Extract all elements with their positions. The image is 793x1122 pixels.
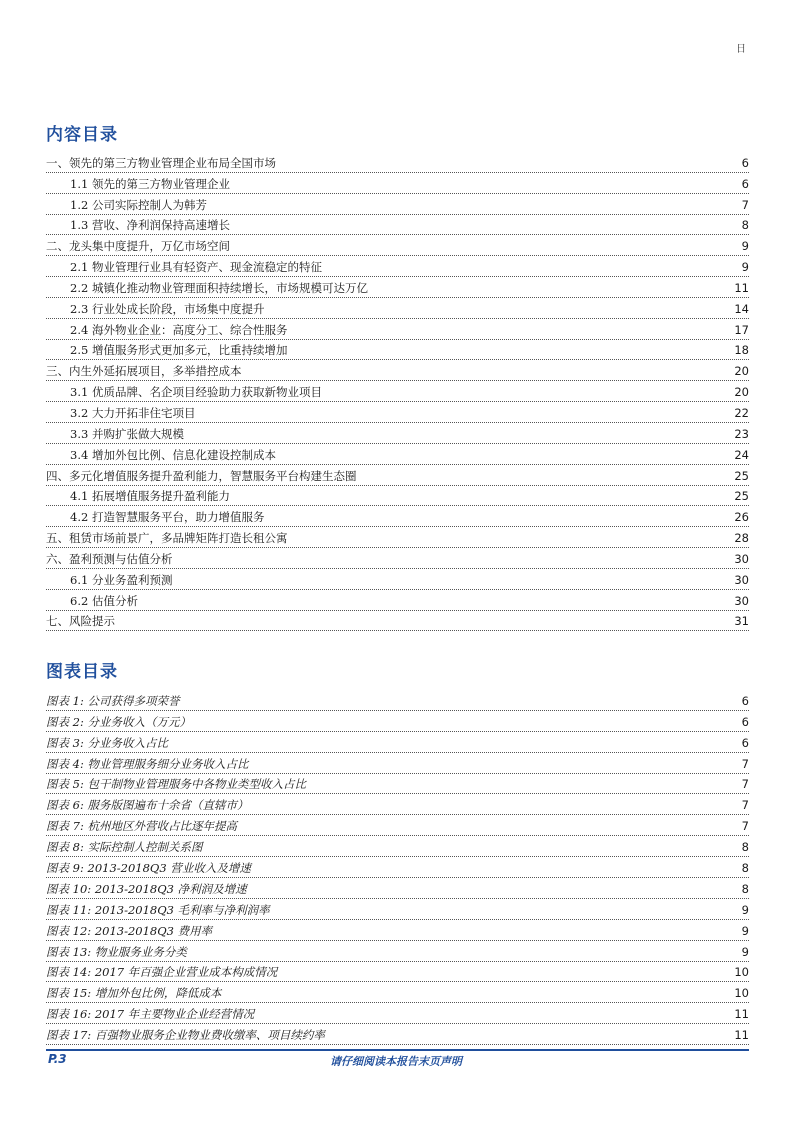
toc-entry[interactable] (46, 423, 749, 444)
toc-entry-label: 6.1 分业务盈利预测 (46, 573, 172, 589)
figure-entry-label: 图表 9: 2013-2018Q3 营业收入及增速 (46, 861, 251, 876)
figure-entry[interactable] (46, 982, 749, 1003)
figure-entry-page-number: 10 (734, 986, 749, 1001)
figure-entry-page-number: 6 (741, 693, 749, 708)
toc-entry-label: 六、盈利预测与估值分析 (46, 551, 173, 566)
figure-entry[interactable] (46, 732, 749, 753)
toc-entry-label: 3.4 增加外包比例、信息化建设控制成本 (46, 448, 276, 464)
toc-entry[interactable] (46, 173, 749, 194)
toc-entry-page-number: 30 (734, 551, 749, 566)
toc-entry-label: 3.3 并购扩张做大规模 (46, 427, 184, 443)
toc-entry-label: 四、多元化增值服务提升盈利能力，智慧服务平台构建生态圈 (46, 468, 357, 483)
figure-entry-page-number: 9 (741, 902, 749, 917)
toc-entry[interactable] (46, 506, 749, 527)
toc-entry[interactable] (46, 152, 749, 173)
figure-entry-page-number: 7 (741, 756, 749, 771)
toc-entry-label: 2.3 行业处成长阶段，市场集中度提升 (46, 302, 264, 318)
toc-entry-page-number: 9 (741, 239, 749, 254)
figure-entry[interactable] (46, 836, 749, 857)
toc-entry-label: 3.2 大力开拓非住宅项目 (46, 406, 195, 422)
toc-entry-page-number: 22 (734, 405, 749, 420)
toc-entry[interactable] (46, 527, 749, 548)
figure-entry[interactable] (46, 1024, 749, 1045)
toc-entry[interactable] (46, 256, 749, 277)
figure-entry[interactable] (46, 899, 749, 920)
figure-entry-page-number: 9 (741, 944, 749, 959)
figure-entry-label: 图表 7: 杭州地区外营收占比逐年提高 (46, 819, 238, 834)
toc-entry-label: 三、内生外延拓展项目，多举措控成本 (46, 364, 242, 379)
figure-entry-page-number: 8 (741, 861, 749, 876)
toc-entry[interactable] (46, 277, 749, 298)
figure-entry[interactable] (46, 920, 749, 941)
toc-entry-label: 2.5 增值服务形式更加多元，比重持续增加 (46, 343, 287, 359)
figure-entry-page-number: 8 (741, 881, 749, 896)
toc-entry-page-number: 24 (734, 447, 749, 462)
figure-entry[interactable] (46, 690, 749, 711)
toc-entry-page-number: 11 (734, 280, 749, 295)
figure-entry-page-number: 9 (741, 923, 749, 938)
figure-entry[interactable] (46, 1003, 749, 1024)
toc-entry-page-number: 31 (734, 614, 749, 629)
toc-entry-label: 1.2 公司实际控制人为韩芳 (46, 198, 207, 214)
figure-entry-page-number: 11 (734, 1007, 749, 1022)
toc-entry[interactable] (46, 402, 749, 423)
figure-entry-label: 图表 13: 物业服务业务分类 (46, 944, 187, 959)
figure-entry[interactable] (46, 857, 749, 878)
figure-entry-label: 图表 11: 2013-2018Q3 毛利率与净利润率 (46, 902, 270, 917)
toc-entry-page-number: 26 (734, 510, 749, 525)
figure-entry-label: 图表 12: 2013-2018Q3 费用率 (46, 923, 213, 938)
toc-entry[interactable] (46, 340, 749, 361)
toc-entry-page-number: 6 (741, 176, 749, 191)
toc-entry-page-number: 6 (741, 155, 749, 170)
figure-entry-label: 图表 14: 2017 年百强企业营业成本构成情况 (46, 965, 278, 980)
toc-entry-page-number: 17 (734, 322, 749, 337)
toc-entry-label: 6.2 估值分析 (46, 594, 138, 610)
toc-entry-page-number: 14 (734, 301, 749, 316)
header-corner-mark: 日 (736, 44, 746, 55)
figure-entry-page-number: 7 (741, 798, 749, 813)
toc-entry[interactable] (46, 590, 749, 611)
figure-entry-label: 图表 2: 分业务收入（万元） (46, 714, 192, 729)
toc-entry-page-number: 20 (734, 385, 749, 400)
figure-entry[interactable] (46, 753, 749, 774)
toc-entry-label: 3.1 优质品牌、名企项目经验助力获取新物业项目 (46, 385, 322, 401)
figure-entry-page-number: 6 (741, 714, 749, 729)
figure-entry[interactable] (46, 941, 749, 962)
toc-entry-label: 4.1 拓展增值服务提升盈利能力 (46, 489, 230, 505)
toc-entry[interactable] (46, 298, 749, 319)
toc-entry-page-number: 8 (741, 218, 749, 233)
figure-entry-label: 图表 15: 增加外包比例，降低成本 (46, 986, 222, 1001)
toc-entry[interactable] (46, 611, 749, 632)
figure-entry[interactable] (46, 878, 749, 899)
toc-entry[interactable] (46, 465, 749, 486)
toc-entry-page-number: 9 (741, 260, 749, 275)
figure-entry[interactable] (46, 815, 749, 836)
toc-entry-label: 五、租赁市场前景广，多品牌矩阵打造长租公寓 (46, 531, 288, 546)
toc-entry-page-number: 7 (741, 197, 749, 212)
toc-heading: 内容目录 (46, 125, 118, 145)
toc-entry[interactable] (46, 360, 749, 381)
toc-entry-label: 2.4 海外物业企业：高度分工、综合性服务 (46, 323, 287, 339)
footer-page-number: P.3 (48, 1052, 67, 1066)
figure-entry[interactable] (46, 711, 749, 732)
toc-entry[interactable] (46, 444, 749, 465)
footer-disclaimer-note: 请仔细阅读本报告末页声明 (330, 1055, 462, 1068)
toc-entry-label: 一、领先的第三方物业管理企业布局全国市场 (46, 155, 276, 170)
toc-entry-page-number: 25 (734, 468, 749, 483)
figure-entry-page-number: 7 (741, 777, 749, 792)
toc-entry[interactable] (46, 194, 749, 215)
figure-entry-label: 图表 1: 公司获得多项荣誉 (46, 693, 180, 708)
figure-entry-page-number: 10 (734, 965, 749, 980)
toc-entry-page-number: 30 (734, 572, 749, 587)
figure-entry-label: 图表 16: 2017 年主要物业企业经营情况 (46, 1007, 255, 1022)
toc-entry-page-number: 25 (734, 489, 749, 504)
figure-entry-page-number: 11 (734, 1028, 749, 1043)
figure-entry-page-number: 8 (741, 840, 749, 855)
figure-entry-label: 图表 5: 包干制物业管理服务中各物业类型收入占比 (46, 777, 306, 792)
figure-entry-label: 图表 17: 百强物业服务企业物业费收缴率、项目续约率 (46, 1028, 325, 1043)
toc-entry-page-number: 18 (734, 343, 749, 358)
figure-list (46, 690, 749, 1045)
toc-entry[interactable] (46, 215, 749, 236)
toc-entry-label: 4.2 打造智慧服务平台，助力增值服务 (46, 510, 264, 526)
figure-entry[interactable] (46, 962, 749, 983)
toc-entry-page-number: 30 (734, 593, 749, 608)
toc-entry-label: 二、龙头集中度提升，万亿市场空间 (46, 239, 230, 254)
figure-entry-page-number: 7 (741, 819, 749, 834)
toc-entry[interactable] (46, 381, 749, 402)
toc-entry-label: 2.2 城镇化推动物业管理面积持续增长，市场规模可达万亿 (46, 281, 368, 297)
toc-entry[interactable] (46, 569, 749, 590)
figure-entry[interactable] (46, 774, 749, 795)
figure-list-heading: 图表目录 (46, 662, 118, 682)
toc-entry-label: 七、风险提示 (46, 614, 115, 629)
toc-entry-page-number: 23 (734, 426, 749, 441)
footer-divider (46, 1049, 749, 1051)
toc-entry[interactable] (46, 548, 749, 569)
toc-entry[interactable] (46, 235, 749, 256)
figure-entry-label: 图表 4: 物业管理服务细分业务收入占比 (46, 756, 249, 771)
figure-entry-page-number: 6 (741, 735, 749, 750)
toc-entry-label: 2.1 物业管理行业具有轻资产、现金流稳定的特征 (46, 260, 322, 276)
toc-entry[interactable] (46, 319, 749, 340)
toc-entry-page-number: 20 (734, 364, 749, 379)
figure-entry-label: 图表 8: 实际控制人控制关系图 (46, 840, 203, 855)
toc-entry-label: 1.1 领先的第三方物业管理企业 (46, 177, 230, 193)
figure-entry-label: 图表 3: 分业务收入占比 (46, 735, 169, 750)
toc-entry-label: 1.3 营收、净利润保持高速增长 (46, 218, 230, 234)
toc-list (46, 152, 749, 631)
figure-entry[interactable] (46, 794, 749, 815)
figure-entry-label: 图表 10: 2013-2018Q3 净利润及增速 (46, 881, 247, 896)
toc-entry[interactable] (46, 486, 749, 507)
figure-entry-label: 图表 6: 服务版图遍布十余省（直辖市） (46, 798, 249, 813)
toc-entry-page-number: 28 (734, 531, 749, 546)
